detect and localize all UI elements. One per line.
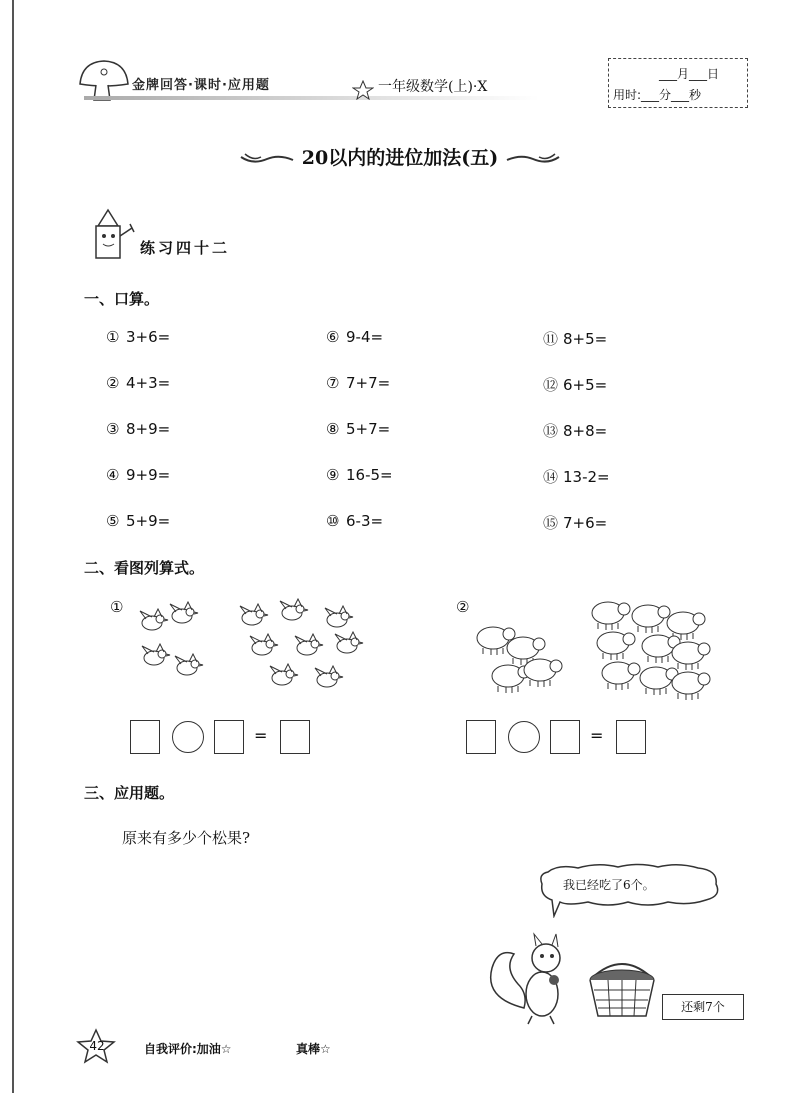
question-number: ⑪	[543, 330, 559, 348]
question-expression: 4+3=	[126, 374, 171, 392]
equals-sign: =	[254, 726, 268, 745]
question-expression: 8+8=	[563, 422, 608, 440]
math-question	[106, 466, 170, 484]
sheep-illustration	[470, 594, 720, 704]
picture-problem-1-label: ①	[110, 598, 124, 616]
question-expression: 8+9=	[126, 420, 171, 438]
question-number: ⑥	[326, 328, 340, 346]
series-title: 金牌回答·课时·应用题	[132, 78, 270, 93]
question-number: ⑫	[543, 376, 559, 394]
left-ornament-icon	[239, 151, 295, 167]
practice-title: 练习四十二	[140, 239, 231, 257]
birds-illustration	[130, 596, 390, 706]
question-number: ④	[106, 466, 120, 484]
operator-circle[interactable]	[172, 721, 204, 753]
question-expression: 9-4=	[346, 328, 384, 346]
question-expression: 7+6=	[563, 514, 608, 532]
question-expression: 5+9=	[126, 512, 171, 530]
question-number: ⑧	[326, 420, 340, 438]
self-evaluation: 自我评价:加油☆	[144, 1042, 232, 1056]
question-expression: 9+9=	[126, 466, 171, 484]
question-expression: 3+6=	[126, 328, 171, 346]
question-expression: 8+5=	[563, 330, 608, 348]
squirrel-illustration	[484, 928, 580, 1028]
answer-box[interactable]	[130, 720, 160, 754]
word-problem-question: 原来有多少个松果?	[122, 829, 251, 847]
question-number: ⑦	[326, 374, 340, 392]
question-expression: 16-5=	[346, 466, 393, 484]
question-expression: 13-2=	[563, 468, 610, 486]
answer-box[interactable]	[214, 720, 244, 754]
date-time-box	[608, 58, 748, 108]
math-question	[326, 512, 383, 530]
math-question	[106, 374, 170, 392]
question-number: ⑭	[543, 468, 559, 486]
math-question	[326, 328, 383, 346]
header-bar	[84, 96, 539, 100]
remaining-label: 还剩7个	[662, 994, 744, 1020]
lesson-title-text: 20以内的进位加法(五)	[301, 147, 499, 169]
question-number: ⑮	[543, 514, 559, 532]
question-number: ⑤	[106, 512, 120, 530]
math-question	[326, 374, 390, 392]
speech-text: 我已经吃了6个。	[563, 878, 655, 892]
question-number: ②	[106, 374, 120, 392]
question-expression: 6+5=	[563, 376, 608, 394]
page-number: 42	[89, 1039, 105, 1053]
question-expression: 6-3=	[346, 512, 384, 530]
math-question	[543, 374, 607, 395]
question-expression: 5+7=	[346, 420, 391, 438]
math-question	[543, 512, 607, 533]
right-ornament-icon	[505, 151, 561, 167]
question-number: ①	[106, 328, 120, 346]
math-question	[106, 512, 170, 530]
math-question	[543, 466, 610, 487]
answer-box[interactable]	[466, 720, 496, 754]
answer-box[interactable]	[550, 720, 580, 754]
time-field: 用时:___分___秒	[613, 88, 702, 102]
question-number: ⑨	[326, 466, 340, 484]
great-rating: 真棒☆	[296, 1042, 331, 1056]
math-question	[326, 420, 390, 438]
math-question	[543, 420, 607, 441]
grade-label: 一年级数学(上)·X	[378, 79, 488, 95]
pinecone-basket	[584, 956, 660, 1022]
star-icon	[352, 80, 374, 100]
answer-box[interactable]	[616, 720, 646, 754]
date-field: ___月___日	[659, 67, 720, 81]
lesson-title	[0, 143, 800, 170]
section-3-heading: 三、应用题。	[84, 784, 175, 802]
operator-circle[interactable]	[508, 721, 540, 753]
math-question	[543, 328, 607, 349]
math-question	[106, 420, 170, 438]
equals-sign: =	[590, 726, 604, 745]
section-1-heading: 一、口算。	[84, 290, 160, 308]
picture-problem-2-label: ②	[456, 598, 470, 616]
math-question	[106, 328, 170, 346]
question-number: ③	[106, 420, 120, 438]
question-number: ⑬	[543, 422, 559, 440]
crayon-mascot-icon	[84, 208, 140, 260]
answer-box[interactable]	[280, 720, 310, 754]
math-question	[326, 466, 393, 484]
question-expression: 7+7=	[346, 374, 391, 392]
section-2-heading: 二、看图列算式。	[84, 559, 205, 577]
question-number: ⑩	[326, 512, 340, 530]
